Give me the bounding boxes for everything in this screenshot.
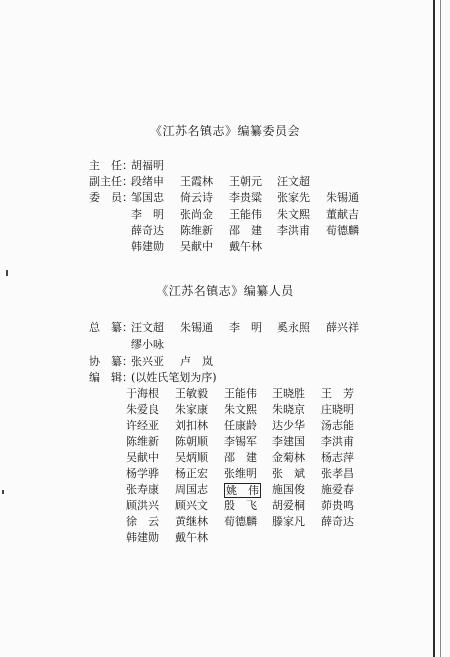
- person-name: 王能伟: [224, 387, 257, 400]
- person-name: 王敏毅: [175, 387, 208, 400]
- person-name: 徐 云: [126, 515, 159, 528]
- person-name: 李锡军: [224, 435, 257, 448]
- person-name: 朱家康: [175, 403, 208, 416]
- person-name: 邵 建: [229, 224, 262, 237]
- role-label: 协 纂：: [89, 355, 133, 368]
- person-name: 陈维新: [126, 435, 159, 448]
- person-name: 卢 岚: [180, 355, 213, 368]
- person-name: 邹国忠: [131, 191, 164, 204]
- person-name: 朱文熙: [277, 208, 310, 221]
- person-name: 周国志: [175, 483, 208, 496]
- person-name: 王能伟: [229, 208, 262, 221]
- role-label: 编 辑：: [89, 371, 133, 384]
- person-name: 陈维新: [180, 224, 213, 237]
- person-name: 荀德麟: [224, 515, 257, 528]
- person-name: 张 斌: [272, 467, 305, 480]
- person-name: 李洪甫: [277, 224, 310, 237]
- ordering-note: (以姓氏笔划为序): [131, 371, 217, 384]
- person-name: 施爱春: [321, 483, 354, 496]
- role-label: 主 任：: [89, 159, 133, 172]
- person-name: 张维明: [224, 467, 257, 480]
- person-name: 殷 飞: [224, 499, 257, 512]
- person-name: 张家先: [277, 191, 310, 204]
- person-name: 吴炳顺: [175, 451, 208, 464]
- person-name: 朱爱良: [126, 403, 159, 416]
- person-name: 王霞林: [180, 175, 213, 188]
- person-name: 戴午林: [175, 531, 208, 544]
- person-name: 滕家凡: [272, 515, 305, 528]
- page-edge-rule-thin: [440, 0, 441, 657]
- role-label: 委 员：: [89, 191, 133, 204]
- person-name: 奚永照: [277, 321, 310, 334]
- person-name: 张尚金: [180, 208, 213, 221]
- person-name: 朱锡通: [326, 191, 359, 204]
- person-name: 薛奇达: [131, 224, 164, 237]
- person-name: 王晓胜: [272, 387, 305, 400]
- person-name: 金菊林: [272, 451, 305, 464]
- staff-title: 《江苏名镇志》编纂人员: [156, 284, 294, 298]
- person-name: 李建国: [272, 435, 305, 448]
- person-name: 顾兴文: [175, 499, 208, 512]
- person-name: 薛奇达: [321, 515, 354, 528]
- person-name: 王朝元: [229, 175, 262, 188]
- person-name: 李 明: [229, 321, 262, 334]
- scan-mark: [6, 270, 8, 276]
- scan-mark: [2, 490, 4, 494]
- person-name: 董献吉: [326, 208, 359, 221]
- person-name: 张孝昌: [321, 467, 354, 480]
- person-name: 刘扣林: [175, 419, 208, 432]
- person-name: 庄晓明: [321, 403, 354, 416]
- person-name: 朱文熙: [224, 403, 257, 416]
- person-name: 韩建勋: [131, 240, 164, 253]
- person-name: 戴午林: [229, 240, 262, 253]
- committee-title: 《江苏名镇志》编纂委员会: [149, 124, 300, 138]
- person-name: 韩建勋: [126, 531, 159, 544]
- person-name: 胡福明: [131, 159, 164, 172]
- role-label: 总 纂：: [89, 321, 133, 334]
- person-name: 汤志能: [321, 419, 354, 432]
- person-name: 吴献中: [180, 240, 213, 253]
- page-edge-rule: [433, 0, 435, 657]
- person-name: 汪文超: [277, 175, 310, 188]
- person-name: 张兴亚: [131, 355, 164, 368]
- person-name: 姚 伟: [226, 484, 259, 497]
- person-name: 任康龄: [224, 419, 257, 432]
- person-name: 张寿康: [126, 483, 159, 496]
- person-name: 施国俊: [272, 483, 305, 496]
- person-name: 李洪甫: [321, 435, 354, 448]
- person-name: 朱锡通: [180, 321, 213, 334]
- person-name: 缪小咏: [131, 338, 164, 351]
- person-name: 黄继林: [175, 515, 208, 528]
- person-name: 薛兴祥: [326, 321, 359, 334]
- person-name: 茆贵鸣: [321, 499, 354, 512]
- person-name: 杨学骅: [126, 467, 159, 480]
- person-name: 陈朝顺: [175, 435, 208, 448]
- person-name: 杨正宏: [175, 467, 208, 480]
- person-name: 倚云诗: [180, 191, 213, 204]
- person-name: 许经亚: [126, 419, 159, 432]
- person-name: 达少华: [272, 419, 305, 432]
- person-name: 于海根: [126, 387, 159, 400]
- person-name: 朱晓京: [272, 403, 305, 416]
- person-name: 段绪申: [131, 175, 164, 188]
- role-label: 副主任：: [89, 175, 133, 188]
- person-name: 李贵粱: [229, 191, 262, 204]
- person-name: 顾洪兴: [126, 499, 159, 512]
- person-name: 荀德麟: [326, 224, 359, 237]
- person-name: 邵 建: [224, 451, 257, 464]
- person-name: 汪文超: [131, 321, 164, 334]
- person-name: 吴献中: [126, 451, 159, 464]
- person-name: 胡爱桐: [272, 499, 305, 512]
- person-name: 王 芳: [321, 387, 354, 400]
- person-name: 杨志萍: [321, 451, 354, 464]
- person-name: 李 明: [131, 208, 164, 221]
